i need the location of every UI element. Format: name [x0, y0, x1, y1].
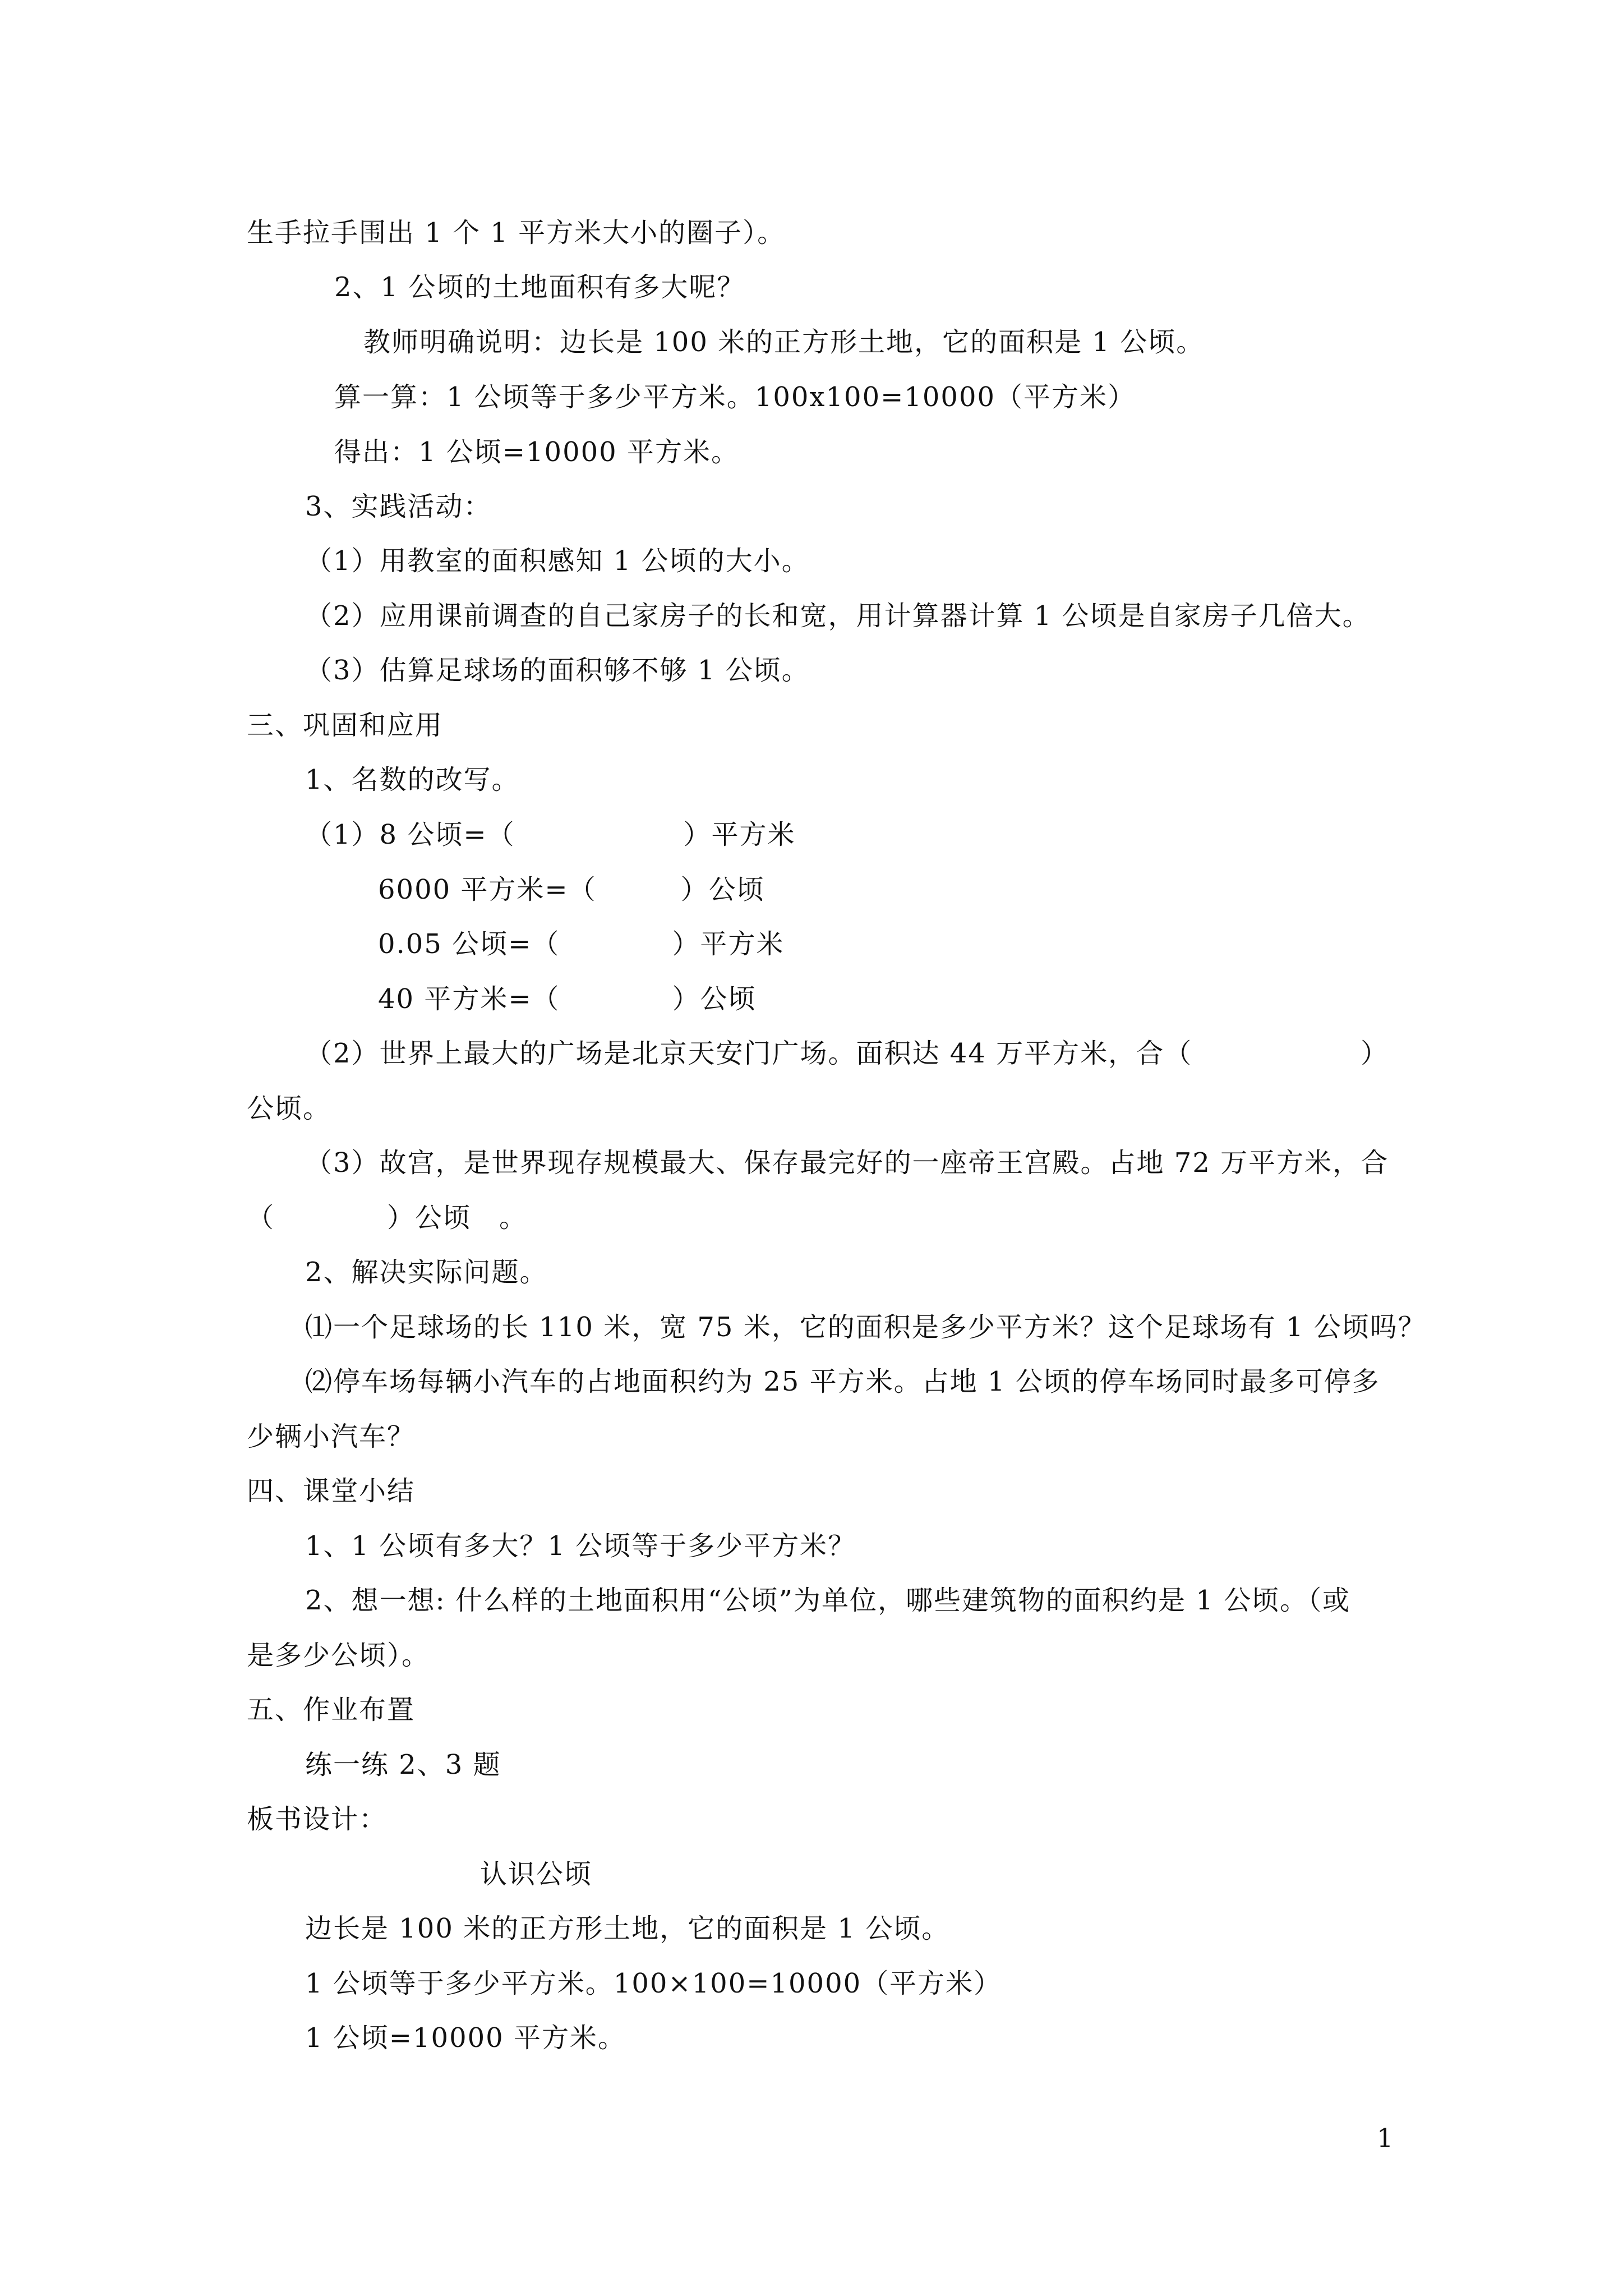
- text-line-result: 得出：1 公顷=10000 平方米。: [334, 436, 739, 468]
- text-line-problem-1: ⑴一个足球场的长 110 米，宽 75 米，它的面积是多少平方米？这个足球场有 1 公顷吗？: [305, 1312, 1426, 1343]
- section-heading-4: 四、课堂小结: [247, 1475, 416, 1507]
- text-line-continuation: 生手拉手围出 1 个 1 平方米大小的圈子）。: [247, 217, 786, 249]
- board-line-3: 1 公顷=10000 平方米。: [305, 2022, 626, 2054]
- text-line-tiananmen: （2）世界上最大的广场是北京天安门广场。面积达 44 万平方米，合（ ）: [305, 1038, 1389, 1069]
- board-line-2: 1 公顷等于多少平方米。100×100=10000（平方米）: [305, 1968, 1002, 1999]
- text-line-summary-1: 1、1 公顷有多大？1 公顷等于多少平方米？: [305, 1530, 856, 1562]
- text-line-item-3: 3、实践活动：: [305, 491, 492, 522]
- text-line-activity-1: （1）用教室的面积感知 1 公顷的大小。: [305, 545, 810, 577]
- text-line-conversion-1: （1）8 公顷=（ ）平方米: [305, 819, 796, 850]
- text-line-palace-unit: （ ）公顷 。: [247, 1202, 528, 1234]
- text-line-activity-2: （2）应用课前调查的自己家房子的长和宽，用计算器计算 1 公顷是自家房子几倍大。: [305, 600, 1371, 632]
- section-heading-3: 三、巩固和应用: [247, 710, 444, 741]
- board-line-1: 边长是 100 米的正方形土地，它的面积是 1 公顷。: [305, 1913, 950, 1944]
- text-line-conversion-4: 40 平方米=（ ）公顷: [378, 983, 757, 1015]
- text-line-calculation: 算一算：1 公顷等于多少平方米。100x100=10000（平方米）: [334, 381, 1136, 413]
- text-line-exercise-1: 1、名数的改写。: [305, 764, 520, 795]
- text-line-summary-2-cont: 是多少公顷）。: [247, 1640, 430, 1671]
- text-line-summary-2: 2、想一想: 什么样的土地面积用“公顷”为单位，哪些建筑物的面积约是 1 公顷。（或: [305, 1585, 1351, 1616]
- text-line-board-design: 板书设计：: [247, 1803, 388, 1835]
- section-heading-5: 五、作业布置: [247, 1694, 416, 1726]
- text-line-teacher-explains: 教师明确说明：边长是 100 米的正方形土地，它的面积是 1 公顷。: [363, 326, 1205, 358]
- text-line-item-2: 2、1 公顷的土地面积有多大呢？: [334, 272, 745, 303]
- text-line-problem-2-cont: 少辆小汽车？: [247, 1421, 416, 1452]
- text-line-activity-3: （3）估算足球场的面积够不够 1 公顷。: [305, 655, 810, 686]
- text-line-problem-2: ⑵停车场每辆小汽车的占地面积约为 25 平方米。占地 1 公顷的停车场同时最多可停多: [305, 1366, 1380, 1397]
- board-title: 认识公顷: [480, 1858, 593, 1890]
- text-line-tiananmen-unit: 公顷。: [247, 1093, 331, 1124]
- text-line-conversion-3: 0.05 公顷=（ ）平方米: [378, 928, 785, 960]
- text-line-palace: （3）故宫，是世界现存规模最大、保存最完好的一座帝王宫殿。占地 72 万平方米，合: [305, 1147, 1389, 1179]
- text-line-conversion-2: 6000 平方米=（ ）公顷: [378, 874, 765, 905]
- text-line-homework: 练一练 2、3 题: [305, 1749, 501, 1780]
- page-number: 1: [1377, 2123, 1394, 2153]
- text-line-exercise-2: 2、解决实际问题。: [305, 1257, 548, 1288]
